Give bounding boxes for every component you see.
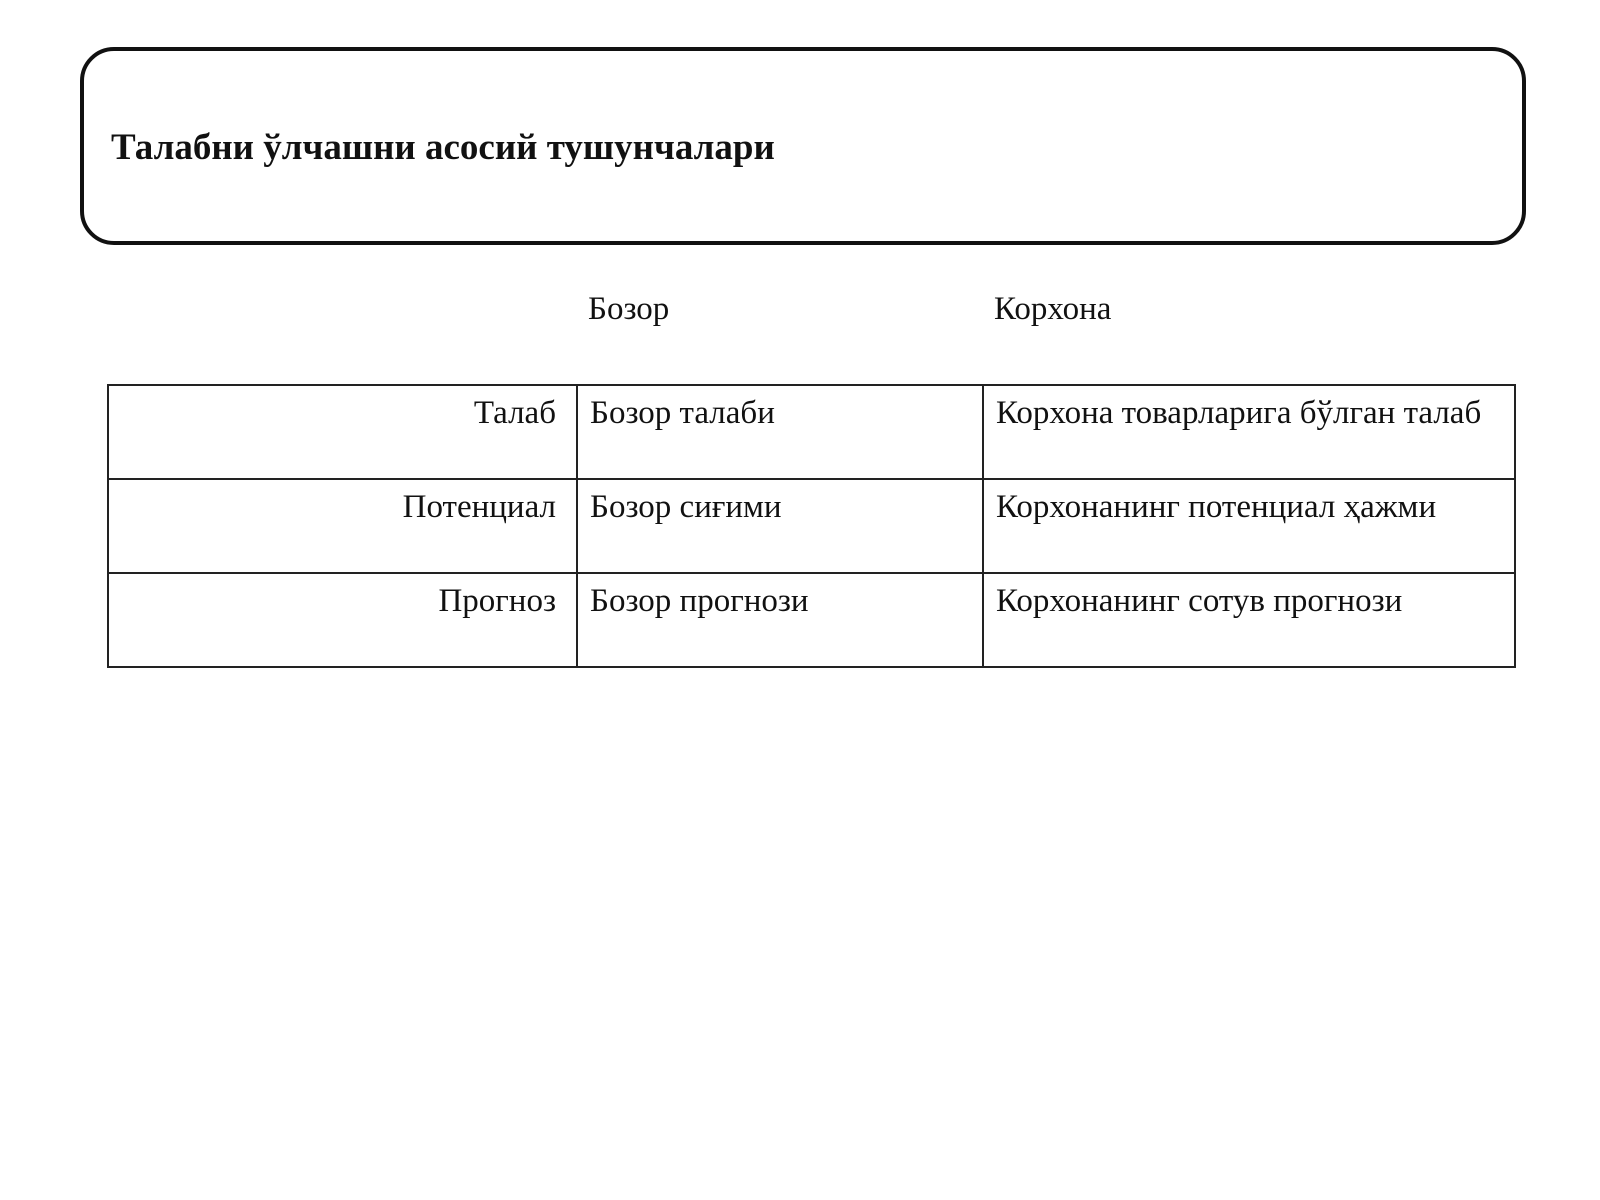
- table-row: [108, 479, 1515, 573]
- company-cell: Корхона товарларига бўлган талаб: [983, 385, 1515, 479]
- column-header-company: Корхона: [994, 291, 1112, 327]
- market-cell: Бозор прогнози: [577, 573, 983, 667]
- concepts-table: [107, 384, 1516, 668]
- market-cell: Бозор сиғими: [577, 479, 983, 573]
- company-cell: Корхонанинг сотув прогнози: [983, 573, 1515, 667]
- row-label: Потенциал: [108, 479, 577, 573]
- column-header-market: Бозор: [588, 291, 670, 327]
- company-cell: Корхонанинг потенциал ҳажми: [983, 479, 1515, 573]
- table-row: [108, 385, 1515, 479]
- table-row: [108, 573, 1515, 667]
- title-box: [80, 47, 1526, 245]
- row-label: Талаб: [108, 385, 577, 479]
- market-cell: Бозор талаби: [577, 385, 983, 479]
- row-label: Прогноз: [108, 573, 577, 667]
- slide-title: Талабни ўлчашни асосий тушунчалари: [111, 127, 775, 168]
